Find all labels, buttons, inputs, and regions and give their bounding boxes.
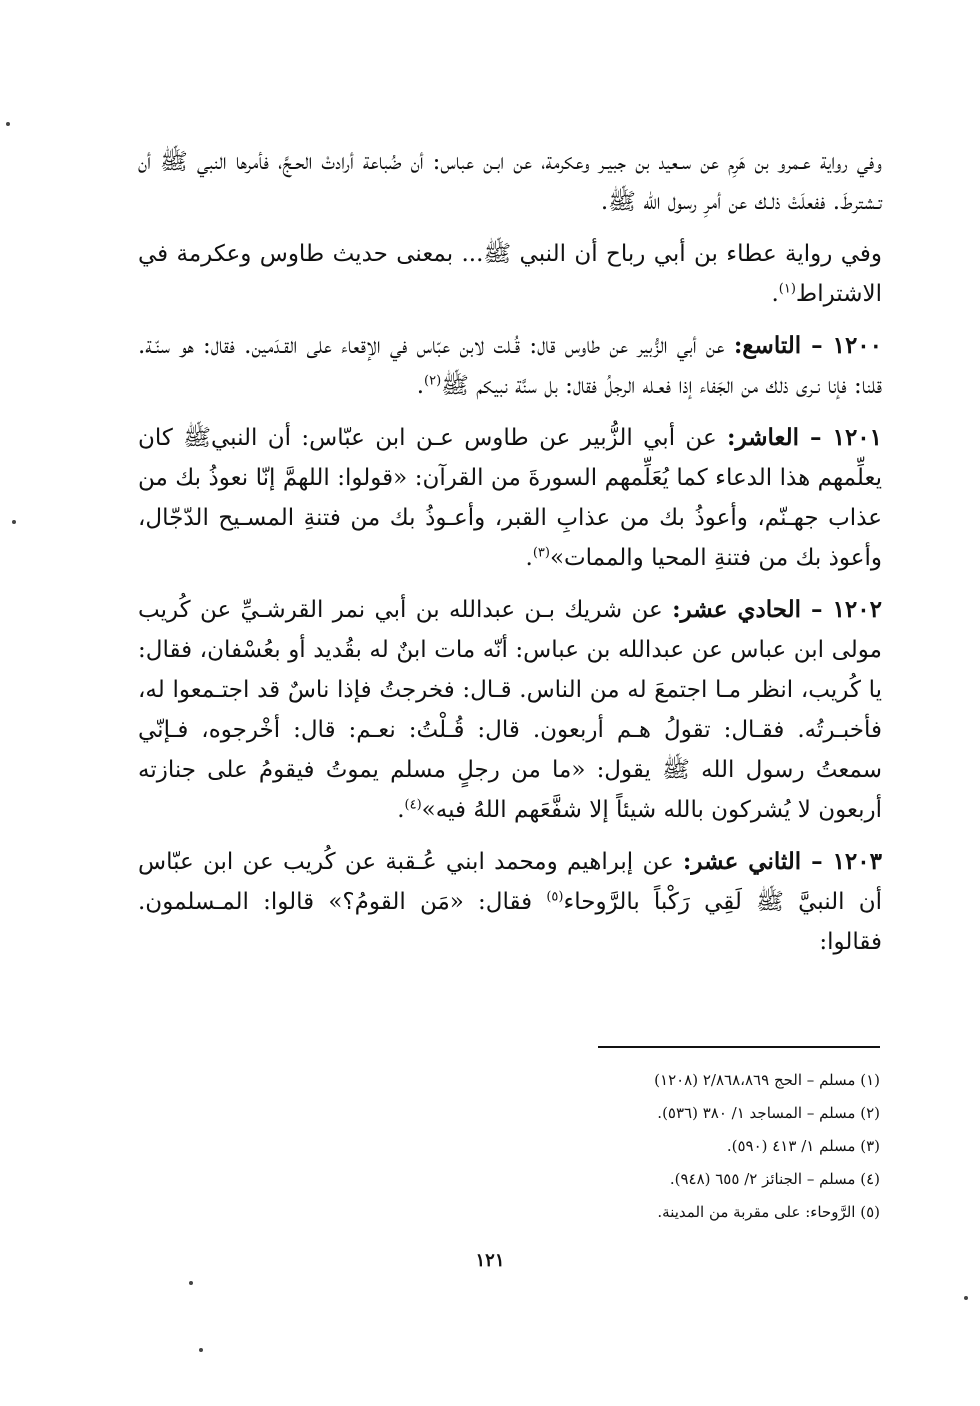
footnote-ref[interactable]: (٢)	[424, 373, 442, 389]
paragraph-text: وفي رواية عطاء بن أبي رباح أن النبي ﷺ... بمعنى حديث طاوس وعكرمة في الاشتراط	[138, 241, 882, 307]
scan-speck	[964, 1296, 968, 1300]
hadith-heading: الحادي عشر:	[672, 596, 802, 623]
scan-speck	[12, 520, 16, 524]
hadith-text: عن شريك بـن عبدالله بن أبي نمر القرشـيِّ عن كُريب مولى ابن عباس عن عبدالله بن عباس: أنّه مات ابنٌ له بقُديد أو بعُسْفان، فقال: يا كُريب، انظر مـا اجتمعَ له من الناس. قـال: فخرجتُ فإذا ناسٌ قد اجتـمعوا له، فأخبـرتُه. فقـال: تقولُ هـم أربعون. قال: قُـلْتُ: نعـم: قال: أخْرجوه، فـإنّي سمعتُ رسول الله ﷺ يقول: «ما من رجلٍ مسلم يموتُ فيقومُ على جنازته أربعون لا يُشركون بالله شيئاً إلا شفَّعَهم اللهُ فيه»	[138, 597, 882, 823]
hadith-text-continued: فقال: «مَن القومُ؟» قالوا: المـسلمون. فقالوا:	[138, 889, 882, 955]
hadith-number: ١٢٠٣ –	[801, 848, 882, 875]
hadith-1203	[138, 842, 882, 962]
footnote-separator	[598, 1046, 880, 1048]
paragraph-text: وفي رواية عـمرو بن هَرِم عن سـعيد بن جبيـر وعكرمة، عن ابـن عباس: أن ضُباعة أرادتْ الحـجَّ، فأمرها النبي ﷺ أن تـشترطَ. ففعلَتْ ذلـك عن أمرِ رسول الله ﷺ.	[138, 149, 882, 215]
hadith-number: ١٢٠٢ –	[801, 596, 882, 623]
hadith-text: عن إبراهيم ومحمد ابني عُـقبة عن كُريب عن ابن عبّاس أن النبيَّ ﷺ لَقِي رَكْباً بالرَّوحاء	[138, 849, 882, 915]
footnote-4: (٤) مسلم – الجنائز ٢/ ٦٥٥ (٩٤٨).	[669, 1170, 880, 1188]
footnote-5: (٥) الرَّوحاء: على مقربة من المدينة.	[657, 1203, 880, 1221]
footnote-ref[interactable]: (٣)	[532, 545, 550, 561]
hadith-heading: الثاني عشر:	[682, 848, 802, 875]
hadith-text: عن أبي الزُّبير عن طاوس قال: قُـلت لابن عبّاس في الإقعاء على القـدَمين. فقال: هو سنّـة. قلنا: فإنا نـرى ذلك من الجَفاء إذا فعـله الرجلُ فقال: بل سنَّة نبيكم ﷺ	[138, 333, 882, 399]
footnote-ref[interactable]: (٥)	[546, 889, 564, 905]
hadith-number: ١٢٠١ –	[799, 424, 883, 451]
footnote-3: (٣) مسلم ١/ ٤١٣ (٥٩٠).	[726, 1137, 880, 1155]
footnote-ref[interactable]: (٤)	[404, 797, 422, 813]
hadith-1202: ١٢٠٢ – الحادي عشر: عن شريك بـن عبدالله بن أبي نمر القرشـيِّ عن كُريب مولى ابن عباس عن عبدالله بن عباس: أنّه مات ابنٌ له بقُديد أو بعُسْفان، فقال: يا كُريب، انظر مـا اجتمعَ له من الناس. قـال: فخرجتُ فإذا ناسٌ قد اجتـمعوا له، فأخبـرتُه. فقـال: تقولُ هـم أربعون. قال: قُـلْتُ: نعـم: قال: أخْرجوه، فـإنّي سمعتُ رسول الله ﷺ يقول: «ما من رجلٍ مسلم يموتُ فيقومُ على جنازته أربعون لا يُشركون بالله شيئاً إلا شفَّعَهم اللهُ فيه»$^{(٤)}$.	[138, 596, 882, 823]
scan-speck	[199, 1348, 203, 1352]
scan-speck	[189, 1281, 193, 1285]
hadith-heading: التاسع:	[733, 332, 802, 359]
hadith-1201: ١٢٠١ – العاشر: عن أبي الزُّبير عن طاوس عـن ابن عبّاس: أن النبيﷺ كان يعلِّمهم هذا الدعاء كما يُعَلِّمهم السورةَ من القرآن: «قولوا: اللهمَّ إنّا نعوذُ بك من عذاب جهـنّم، وأعوذُ بك من عذابِ القبر، وأعـوذُ بك من فتنةِ المسـيح الدّجّال، وأعوذ بك من فتنةِ المحيا والممات»$^{(٣)}$.	[138, 424, 883, 571]
footnote-ref[interactable]: (١)	[778, 281, 796, 297]
hadith-heading: العاشر:	[727, 424, 799, 451]
paragraph-narration-1	[138, 142, 882, 222]
footnotes	[360, 1064, 880, 1229]
main-text	[138, 142, 882, 974]
footnote-1: (١) مسلم – الحج ٢/٨٦٨،٨٦٩ (١٢٠٨)	[654, 1071, 880, 1089]
footnote-2: (٢) مسلم – المساجد ١/ ٣٨٠ (٥٣٦).	[657, 1104, 880, 1122]
paragraph-narration-2: وفي رواية عطاء بن أبي رباح أن النبي ﷺ... بمعنى حديث طاوس وعكرمة في الاشتراط$^{(١)}$.	[138, 241, 882, 307]
page-number: ١٢١	[475, 1250, 505, 1271]
scan-speck	[6, 122, 10, 126]
hadith-1200: ١٢٠٠ – التاسع: عن أبي الزُّبير عن طاوس قال: قُـلت لابن عبّاس في الإقعاء على القـدَمين. فقال: هو سنّـة. قلنا: فإنا نـرى ذلك من الجَفاء إذا فعـله الرجلُ فقال: بل سنَّة نبيكم ﷺ$^{(٢)}$.	[138, 332, 883, 399]
hadith-number: ١٢٠٠ –	[801, 332, 883, 359]
hadith-text: عن أبي الزُّبير عن طاوس عـن ابن عبّاس: أن النبيﷺ كان يعلِّمهم هذا الدعاء كما يُعَلِّمهم السورةَ من القرآن: «قولوا: اللهمَّ إنّا نعوذُ بك من عذاب جهـنّم، وأعوذُ بك من عذابِ القبر، وأعـوذُ بك من فتنةِ المسـيح الدّجّال، وأعوذ بك من فتنةِ المحيا والممات»	[138, 425, 882, 571]
